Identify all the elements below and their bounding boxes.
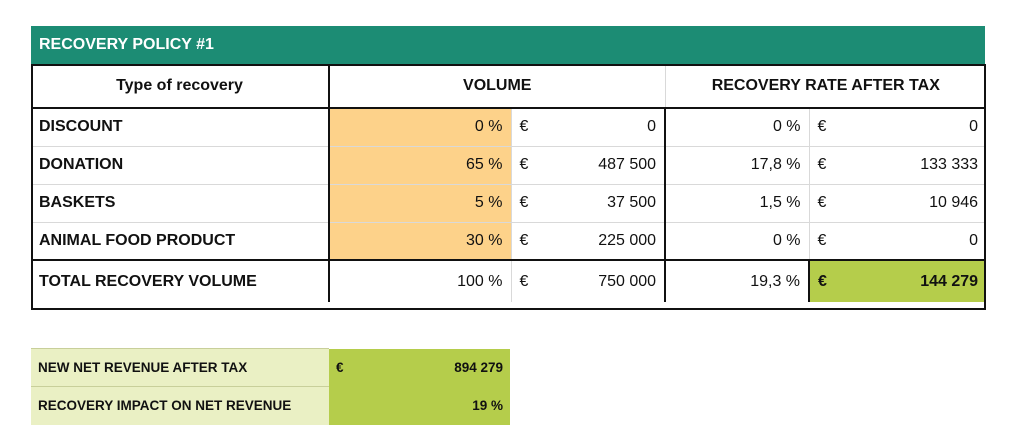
volume-percent-input[interactable]: 65 % (329, 146, 511, 184)
row-label: ANIMAL FOOD PRODUCT (31, 222, 329, 260)
rate-amount: 133 333 (849, 146, 986, 184)
summary-table (31, 348, 510, 425)
currency-symbol: € (329, 349, 369, 387)
currency-symbol: € (809, 222, 849, 260)
table-row (31, 184, 986, 222)
summary-row (31, 349, 510, 387)
rate-amount: 10 946 (849, 184, 986, 222)
volume-amount: 487 500 (551, 146, 665, 184)
header-recovery-rate: RECOVERY RATE AFTER TAX (665, 64, 986, 108)
header-type: Type of recovery (31, 64, 329, 108)
rate-percent: 17,8 % (665, 146, 809, 184)
volume-percent-input[interactable]: 0 % (329, 108, 511, 146)
header-volume: VOLUME (329, 64, 665, 108)
summary-row (31, 387, 510, 425)
table-row (31, 222, 986, 260)
page-title: RECOVERY POLICY #1 (31, 26, 985, 64)
table-row (31, 146, 986, 184)
currency-symbol: € (511, 184, 551, 222)
currency-symbol: € (809, 108, 849, 146)
volume-percent-input[interactable]: 30 % (329, 222, 511, 260)
volume-amount: 225 000 (551, 222, 665, 260)
rate-percent: 0 % (665, 222, 809, 260)
impact-value: 19 % (369, 387, 510, 425)
impact-label: RECOVERY IMPACT ON NET REVENUE (31, 387, 329, 425)
rate-percent: 0 % (665, 108, 809, 146)
rate-percent: 1,5 % (665, 184, 809, 222)
total-volume-percent: 100 % (329, 260, 511, 302)
total-rate-percent: 19,3 % (665, 260, 809, 302)
row-label: BASKETS (31, 184, 329, 222)
currency-symbol: € (511, 222, 551, 260)
net-revenue-label: NEW NET REVENUE AFTER TAX (31, 349, 329, 387)
table-header-row (31, 64, 986, 108)
total-row (31, 260, 986, 302)
recovery-table (31, 64, 986, 302)
volume-amount: 0 (551, 108, 665, 146)
row-label: DONATION (31, 146, 329, 184)
impact-spacer (329, 387, 369, 425)
currency-symbol: € (511, 260, 551, 302)
volume-percent-input[interactable]: 5 % (329, 184, 511, 222)
currency-symbol: € (511, 108, 551, 146)
currency-symbol: € (809, 184, 849, 222)
total-label: TOTAL RECOVERY VOLUME (31, 260, 329, 302)
net-revenue-value: 894 279 (369, 349, 510, 387)
table-row (31, 108, 986, 146)
row-label: DISCOUNT (31, 108, 329, 146)
currency-symbol: € (511, 146, 551, 184)
total-volume-amount: 750 000 (551, 260, 665, 302)
rate-amount: 0 (849, 108, 986, 146)
total-rate-amount: 144 279 (849, 260, 986, 302)
currency-symbol: € (809, 260, 849, 302)
currency-symbol: € (809, 146, 849, 184)
rate-amount: 0 (849, 222, 986, 260)
volume-amount: 37 500 (551, 184, 665, 222)
